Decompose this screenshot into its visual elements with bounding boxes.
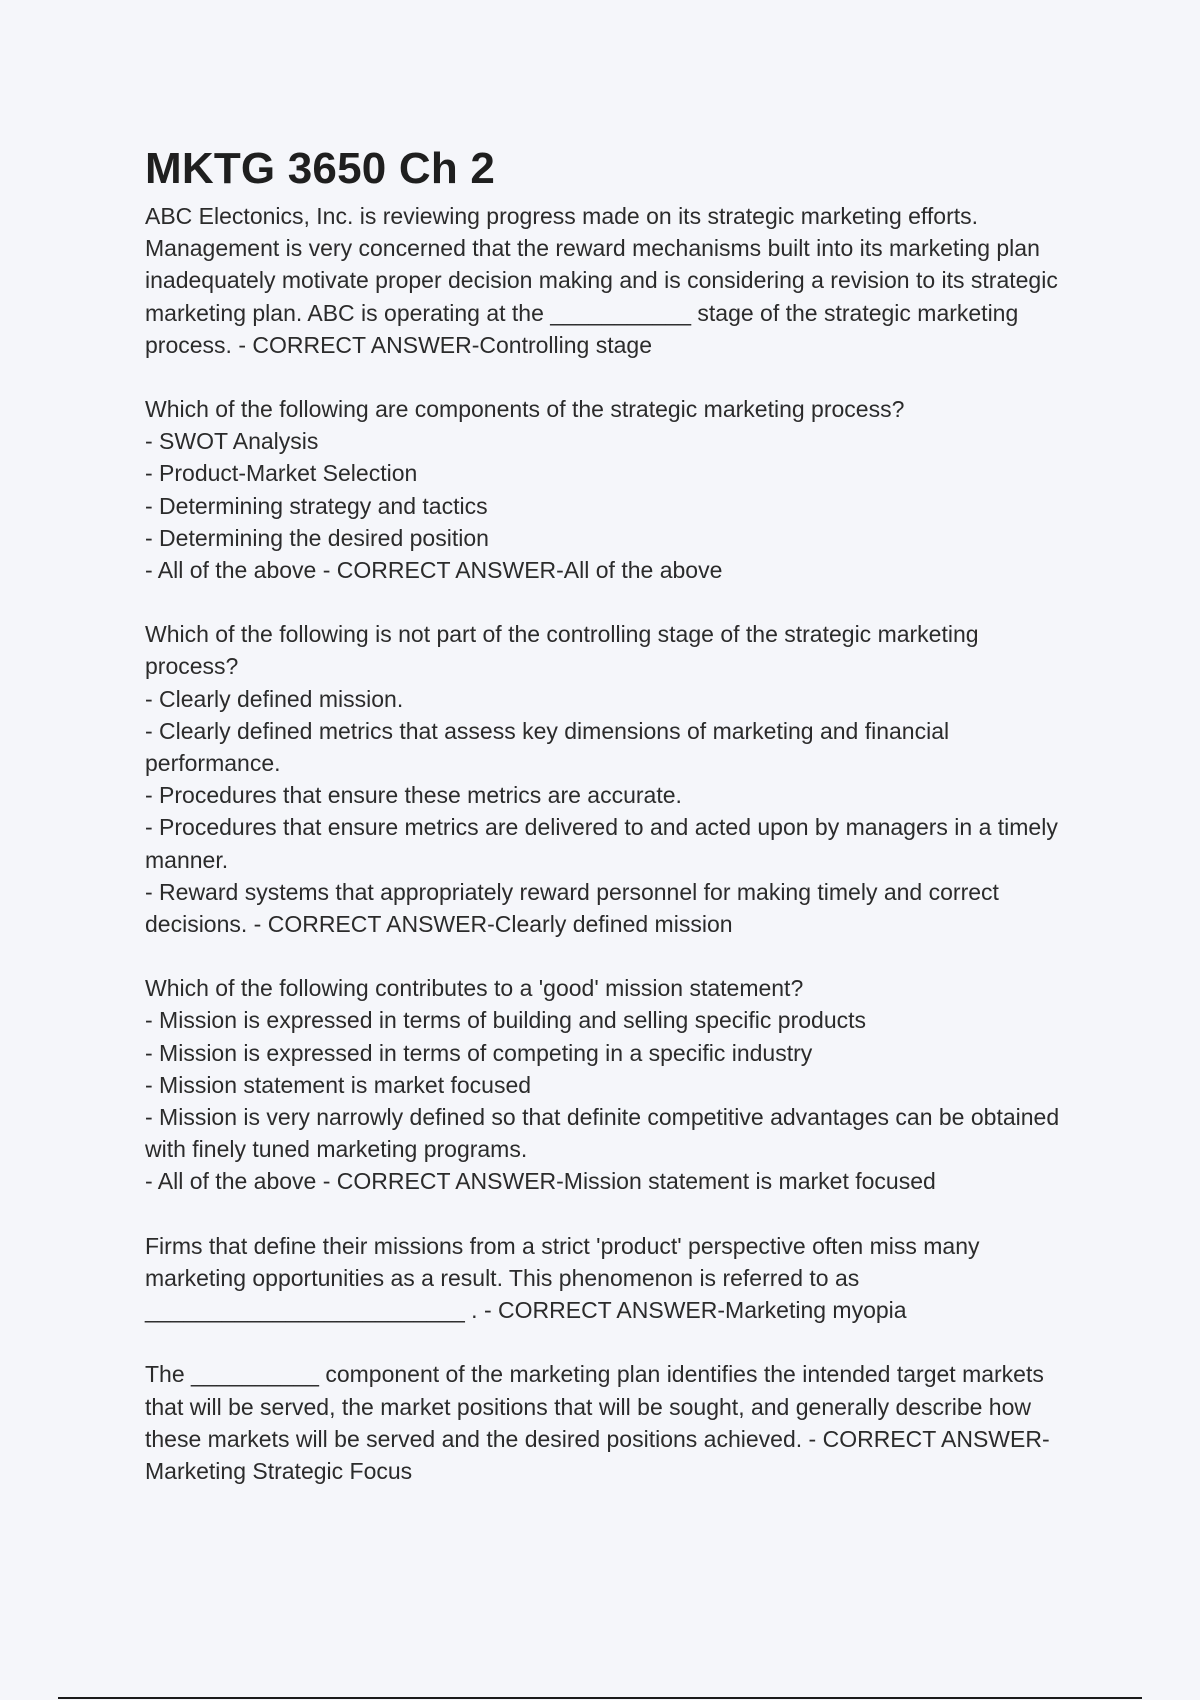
question-block-1 [145,200,1065,361]
document-body [145,140,1065,1519]
answer-option: - All of the above - CORRECT ANSWER-Mission statement is market focused [145,1168,936,1195]
answer-option: - Clearly defined metrics that assess key dimensions of marketing and financial performance. [145,717,950,777]
answer-option: - Determining the desired position [145,524,489,551]
answer-option: - Reward systems that appropriately reward personnel for making timely and correct decisions. - CORRECT ANSWER-Clearly defined mission [145,878,999,938]
question-text: The __________ component of the marketing plan identifies the intended target markets that will be served, the market positions that will be sought, and generally describe how these markets will be served and the desired positions achieved. - CORRECT ANSWER-Marketing Strategic Focus [145,1361,1050,1484]
answer-option: - Procedures that ensure metrics are delivered to and acted upon by managers in a timely manner. [145,814,1058,873]
answer-option: - Clearly defined mission. [145,685,404,712]
question-block-6 [145,1358,1065,1487]
question-block-3 [145,618,1065,940]
page-title: MKTG 3650 Ch 2 [145,144,496,193]
question-block-2 [145,393,1065,586]
question-block-5 [145,1230,1065,1327]
answer-option: - Mission statement is market focused [145,1071,532,1098]
answer-option: - Procedures that ensure these metrics are accurate. [145,782,682,809]
question-block-4 [145,972,1065,1197]
question-text: Firms that define their missions from a strict 'product' perspective often miss many marketing opportunities as a result. This phenomenon is referred to as _________________________ . - CORRECT ANSWER-Marketing myopia [145,1232,980,1324]
question-text: Which of the following are components of the strategic marketing process? [145,396,905,423]
question-text: Which of the following is not part of the controlling stage of the strategic marketing process? [145,621,979,680]
answer-option: - Mission is very narrowly defined so that definite competitive advantages can be obtained with finely tuned marketing programs. [145,1104,1060,1163]
question-text: ABC Electonics, Inc. is reviewing progress made on its strategic marketing efforts. Management is very concerned that the reward mechanisms built into its marketing plan inadequately motivate proper decision making and is considering a revision to its strategic marketing plan. ABC is operating at the ___________ stage of the strategic marketing process. - CORRECT ANSWER-Controlling stage [145,203,1058,358]
answer-option: - Determining strategy and tactics [145,492,488,519]
page-bottom-divider [58,1697,1142,1699]
answer-option: - Mission is expressed in terms of building and selling specific products [145,1007,866,1034]
answer-option: - SWOT Analysis [145,428,319,455]
answer-option: - Mission is expressed in terms of competing in a specific industry [145,1039,813,1066]
answer-option: - All of the above - CORRECT ANSWER-All of the above [145,557,723,584]
answer-option: - Product-Market Selection [145,460,418,487]
question-text: Which of the following contributes to a 'good' mission statement? [145,975,804,1002]
